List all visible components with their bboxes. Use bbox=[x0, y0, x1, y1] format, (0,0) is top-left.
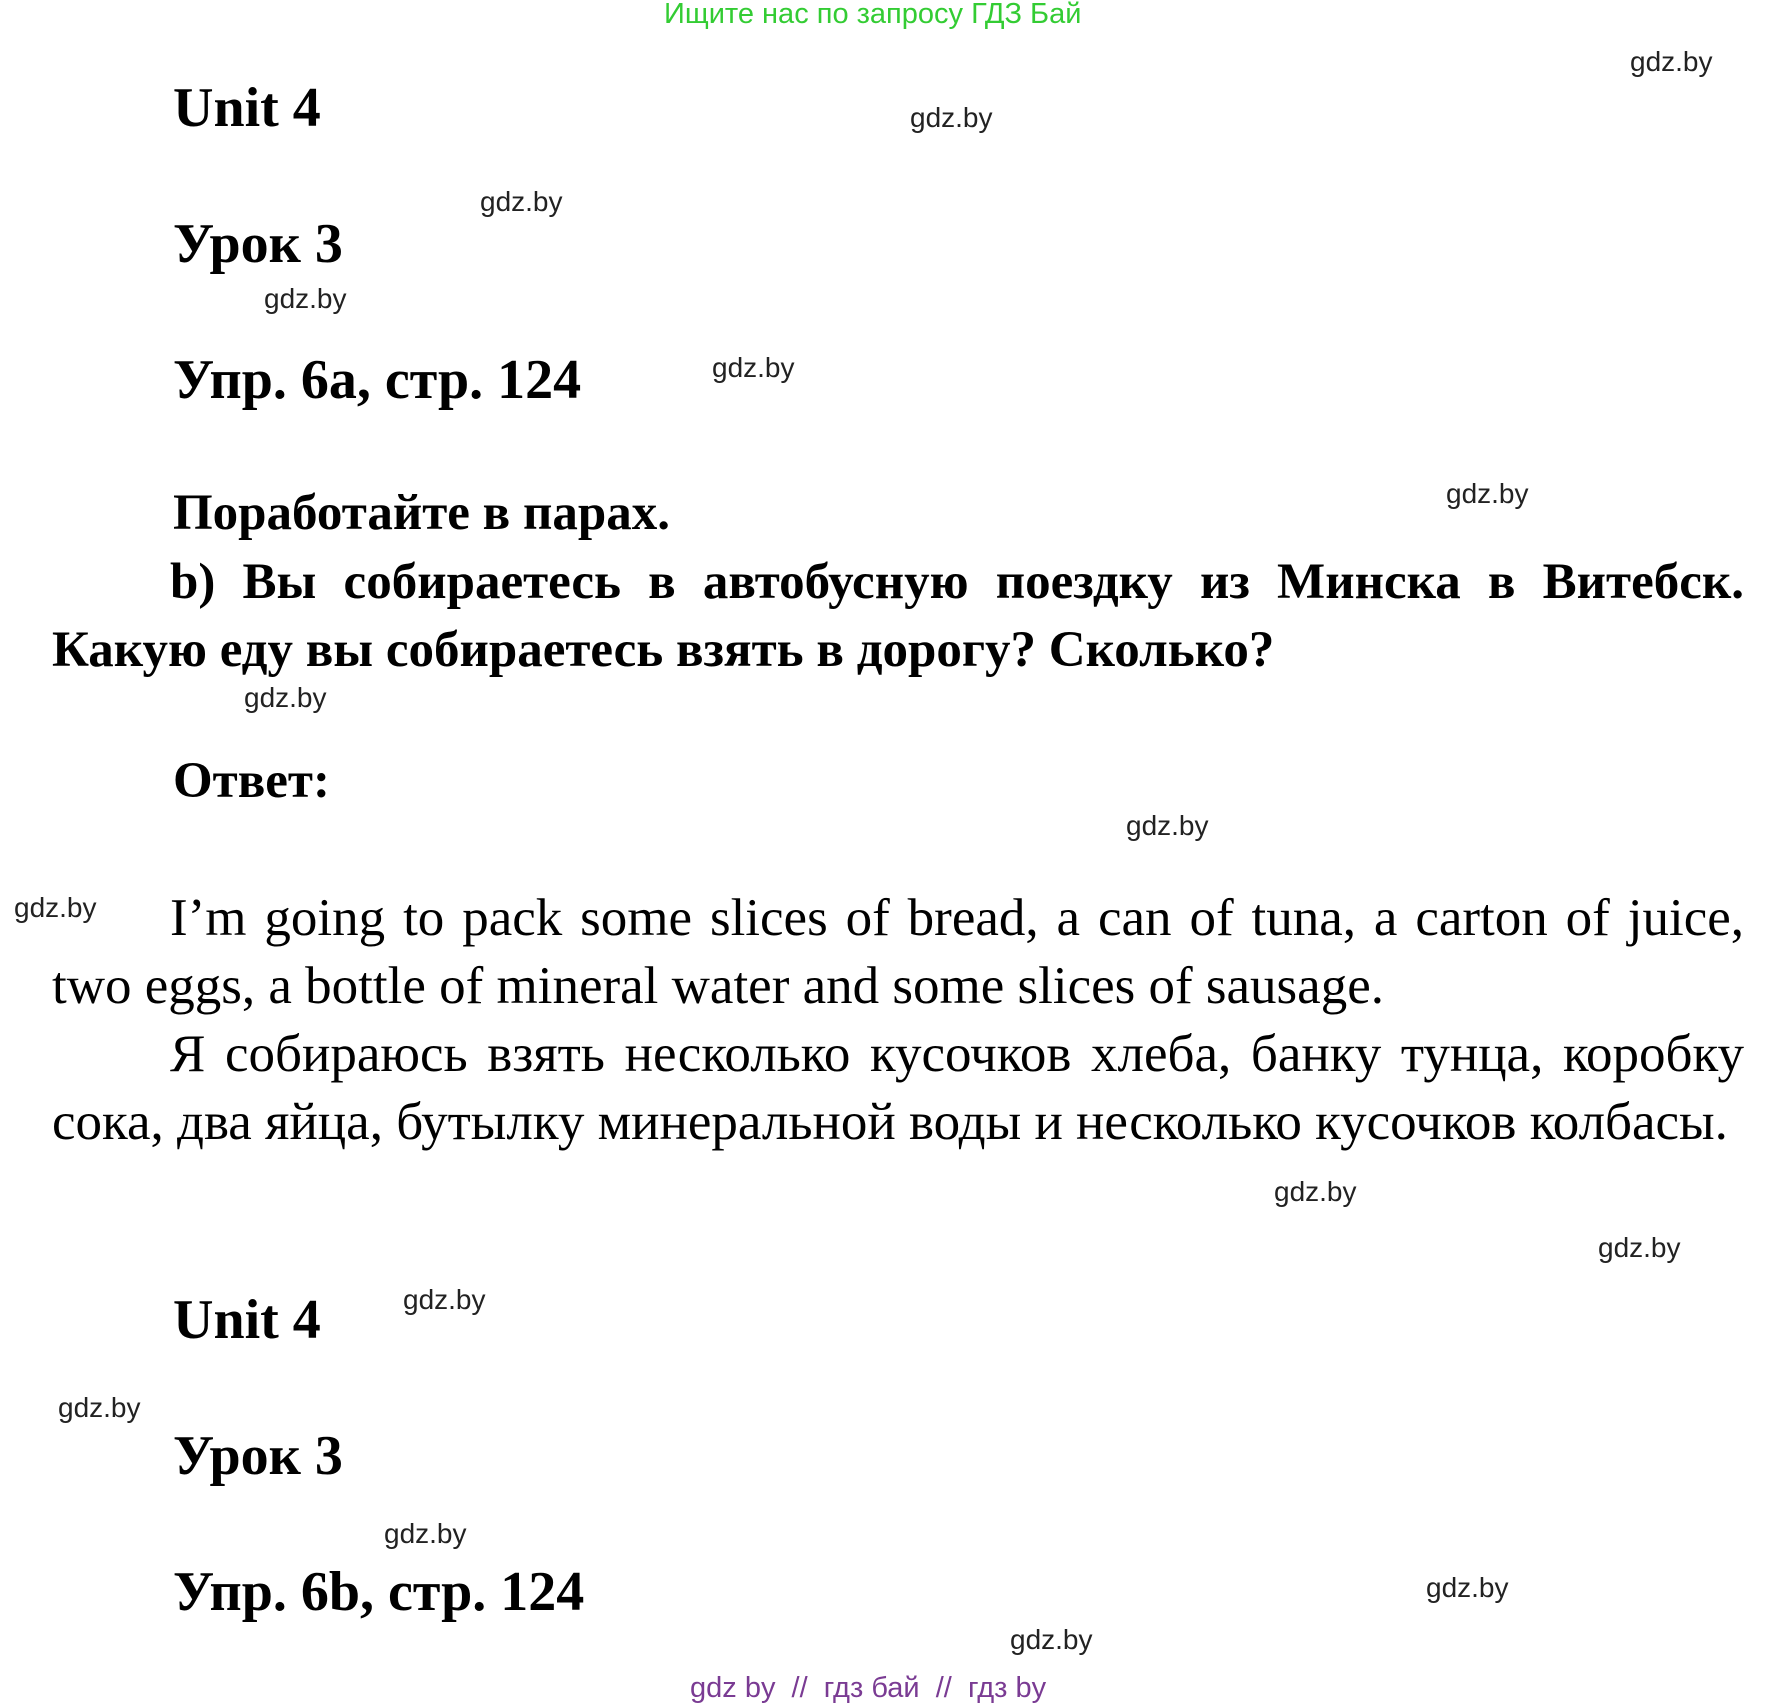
watermark: gdz.by bbox=[403, 1284, 486, 1315]
watermark: gdz.by bbox=[14, 892, 97, 923]
lesson-heading: Урок 3 bbox=[173, 213, 343, 275]
watermark: gdz.by bbox=[1630, 46, 1713, 77]
exercise-heading-2: Упр. 6b, стр. 124 bbox=[173, 1561, 585, 1623]
watermark: gdz.by bbox=[480, 186, 563, 217]
answer-label: Ответ: bbox=[173, 753, 330, 809]
watermark: gdz.by bbox=[244, 682, 327, 713]
task-text: b) Вы собираетесь в автобусную поездку из Минска в Витебск. Какую еду вы собираетесь взять в дорогу? Сколько? bbox=[52, 554, 1744, 678]
watermark: gdz.by bbox=[58, 1392, 141, 1423]
watermark: gdz.by bbox=[712, 352, 795, 383]
exercise-heading: Упр. 6а, стр. 124 bbox=[173, 349, 582, 411]
unit-heading: Unit 4 bbox=[173, 77, 321, 139]
watermark: gdz.by bbox=[910, 102, 993, 133]
instruction-text: Поработайте в парах. bbox=[173, 485, 670, 541]
watermark: gdz.by bbox=[1126, 810, 1209, 841]
answer-russian: Я собираюсь взять несколько кусочков хлеба, банку тунца, коробку сока, два яйца, бутылку минеральной воды и несколько кусочков колбасы. bbox=[52, 1025, 1744, 1151]
top-banner: Ищите нас по запросу ГДЗ Бай bbox=[664, 0, 1082, 30]
watermark: gdz.by bbox=[384, 1518, 467, 1549]
answer-english: I’m going to pack some slices of bread, a can of tuna, a carton of juice, two eggs, a bottle of mineral water and some slices of sausage. bbox=[52, 889, 1744, 1015]
watermark: gdz.by bbox=[1274, 1176, 1357, 1207]
footer-links: gdz by // гдз бай // гдз by bbox=[690, 1672, 1047, 1704]
watermark: gdz.by bbox=[1426, 1572, 1509, 1603]
watermark: gdz.by bbox=[1598, 1232, 1681, 1263]
watermark: gdz.by bbox=[264, 283, 347, 314]
unit-heading-2: Unit 4 bbox=[173, 1289, 321, 1351]
watermark: gdz.by bbox=[1446, 478, 1529, 509]
lesson-heading-2: Урок 3 bbox=[173, 1425, 343, 1487]
watermark: gdz.by bbox=[1010, 1624, 1093, 1655]
